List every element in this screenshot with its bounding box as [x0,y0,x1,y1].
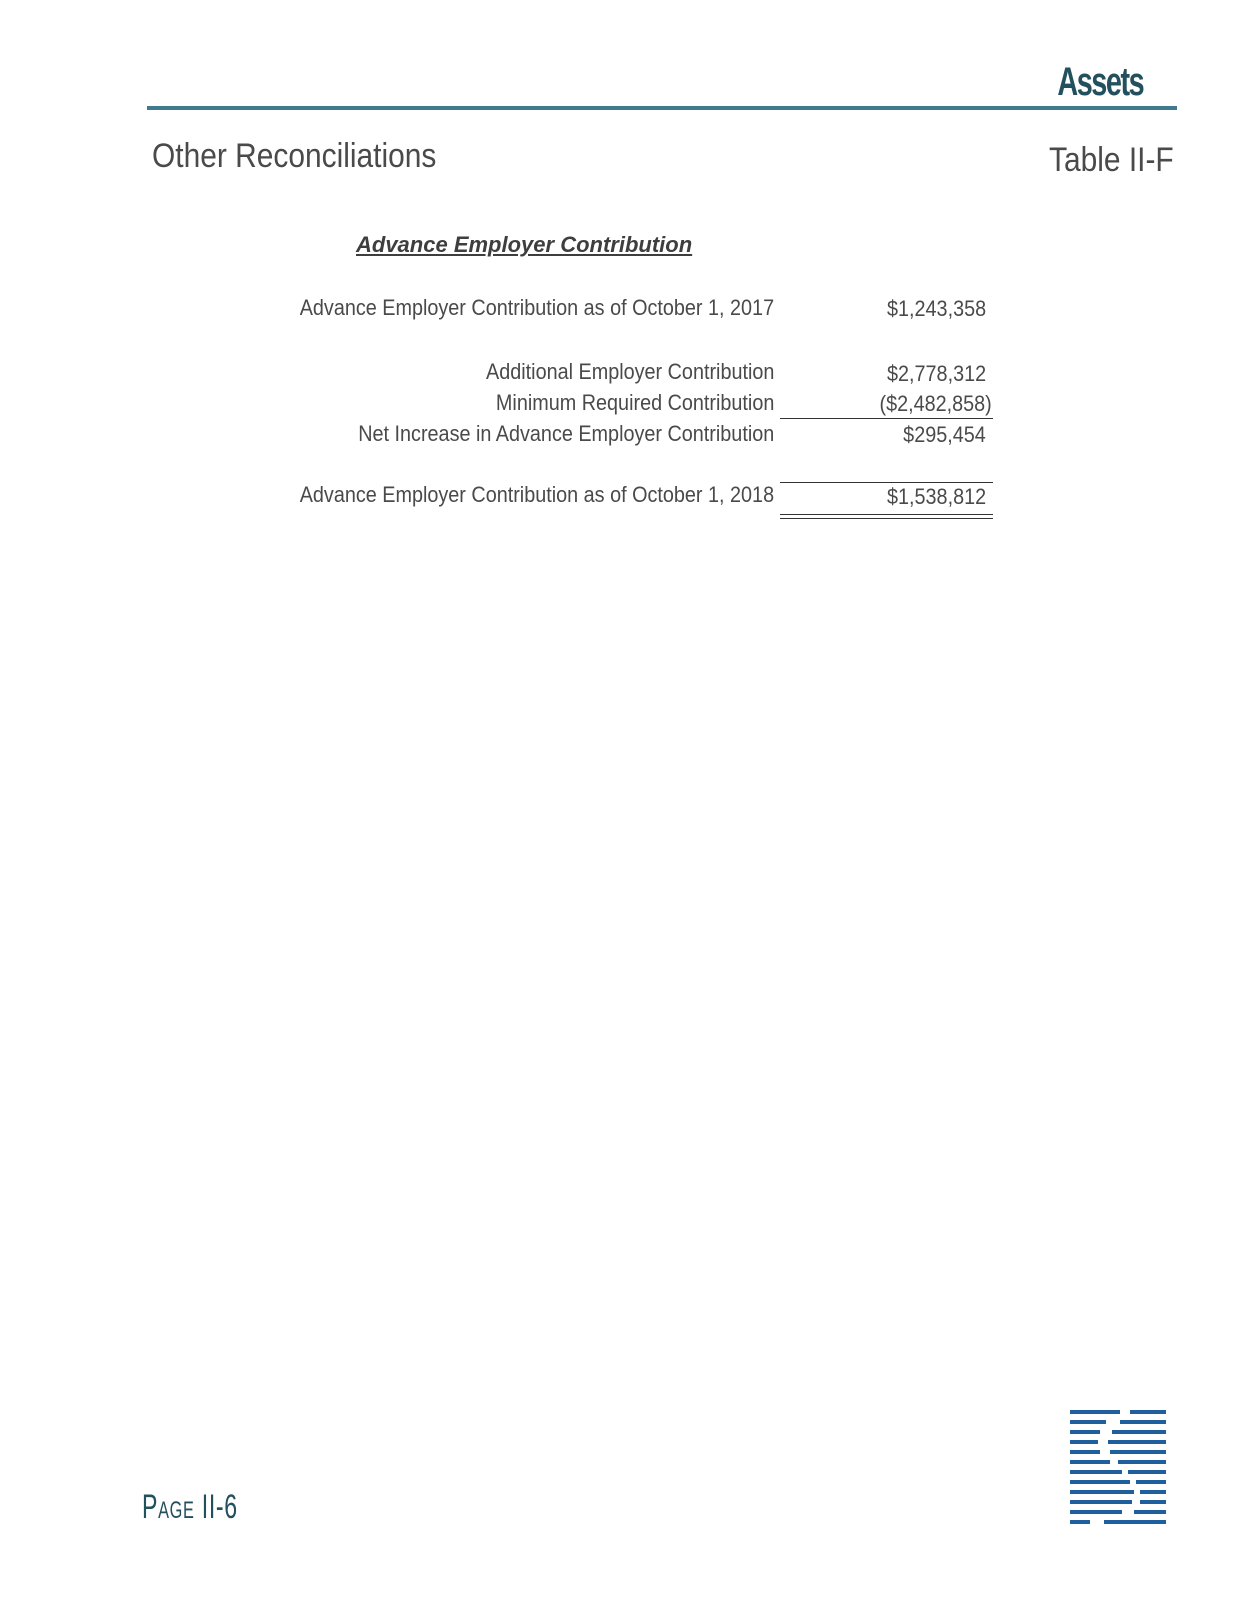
total-double-rule-2 [780,518,993,519]
row-label-minimum-required: Minimum Required Contribution [495,390,774,415]
page-number: Page II-6 [142,1488,238,1526]
total-double-rule-1 [780,514,993,515]
row-value-ending-balance: $1,538,812 [886,484,986,509]
row-value-minimum-required: ($2,482,858) [879,391,992,416]
table-id: Table II-F [1049,141,1174,179]
header-rule [147,106,1177,110]
total-top-rule [780,482,993,483]
page-title: Other Reconciliations [152,137,437,175]
subtotal-rule [780,418,993,419]
row-label-beginning-balance: Advance Employer Contribution as of October 1, 2017 [299,295,774,320]
row-value-net-increase: $295,454 [903,422,986,447]
row-label-additional-contribution: Additional Employer Contribution [485,359,774,384]
row-label-ending-balance: Advance Employer Contribution as of October 1, 2018 [299,482,774,507]
row-label-net-increase: Net Increase in Advance Employer Contribution [357,421,774,446]
company-logo-icon [1070,1410,1166,1532]
row-value-beginning-balance: $1,243,358 [886,296,986,321]
section-header: Assets [1057,60,1143,104]
table-heading: Advance Employer Contribution [356,232,693,257]
row-value-additional-contribution: $2,778,312 [886,361,986,386]
